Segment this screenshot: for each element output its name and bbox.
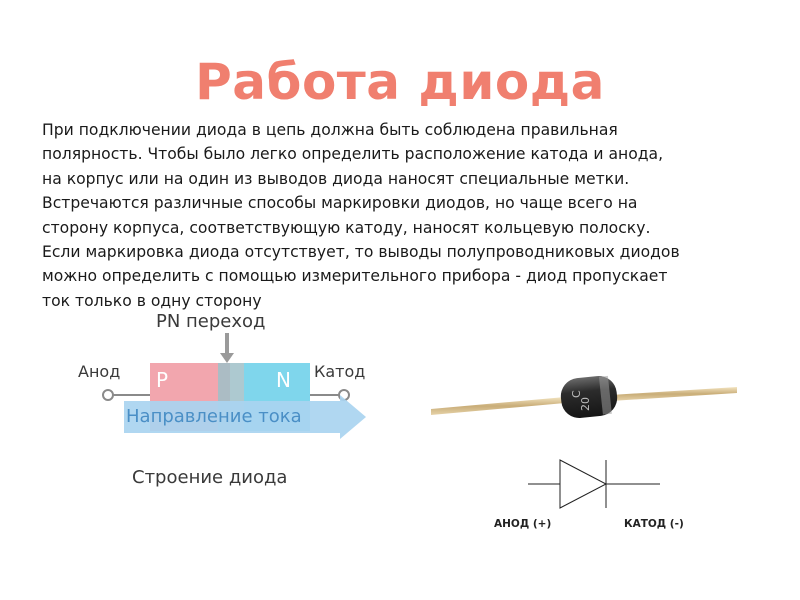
paragraph-line: на корпус или на один из выводов диода наносят специальные метки. bbox=[42, 169, 630, 188]
diode-lead-left bbox=[431, 397, 565, 415]
paragraph-line: можно определить с помощью измерительного прибора - диод пропускает bbox=[42, 267, 668, 286]
n-label: N bbox=[276, 368, 291, 392]
anode-terminal bbox=[103, 390, 113, 400]
diode-symbol bbox=[520, 450, 670, 520]
diode-structure-diagram bbox=[70, 305, 400, 505]
cathode-label: Катод bbox=[314, 362, 366, 381]
paragraph-line: При подключении диода в цепь должна быть соблюдена правильная bbox=[42, 121, 618, 139]
slide-title: Работа диода bbox=[195, 53, 605, 111]
paragraph-line: сторону корпуса, соответствующую катоду, наносят кольцевую полоску. bbox=[42, 218, 651, 237]
structure-caption: Строение диода bbox=[132, 467, 288, 488]
current-direction-label: Направление тока bbox=[126, 406, 302, 427]
symbol-triangle bbox=[560, 460, 606, 508]
diode-photo bbox=[425, 365, 745, 445]
symbol-cathode-label: КАТОД (-) bbox=[624, 518, 684, 530]
paragraph-line: полярность. Чтобы было легко определить расположение катода и анода, bbox=[42, 145, 664, 164]
anode-label: Анод bbox=[78, 362, 121, 381]
paragraph-line: Если маркировка диода отсутствует, то выводы полупроводниковых диодов bbox=[42, 243, 680, 262]
diode-marking: С bbox=[570, 390, 583, 398]
p-label: P bbox=[156, 368, 169, 392]
paragraph-line: Встречаются различные способы маркировки диодов, но чаще всего на bbox=[42, 194, 638, 213]
diode-marking: 20 bbox=[579, 397, 592, 411]
pn-junction-pointer-head bbox=[220, 353, 234, 363]
paragraph bbox=[42, 118, 782, 313]
pn-junction-label: PN переход bbox=[156, 311, 266, 332]
paragraph-line: ток только в одну сторону bbox=[42, 291, 262, 310]
diode-lead-right bbox=[611, 387, 737, 401]
symbol-anode-label: АНОД (+) bbox=[494, 518, 552, 530]
